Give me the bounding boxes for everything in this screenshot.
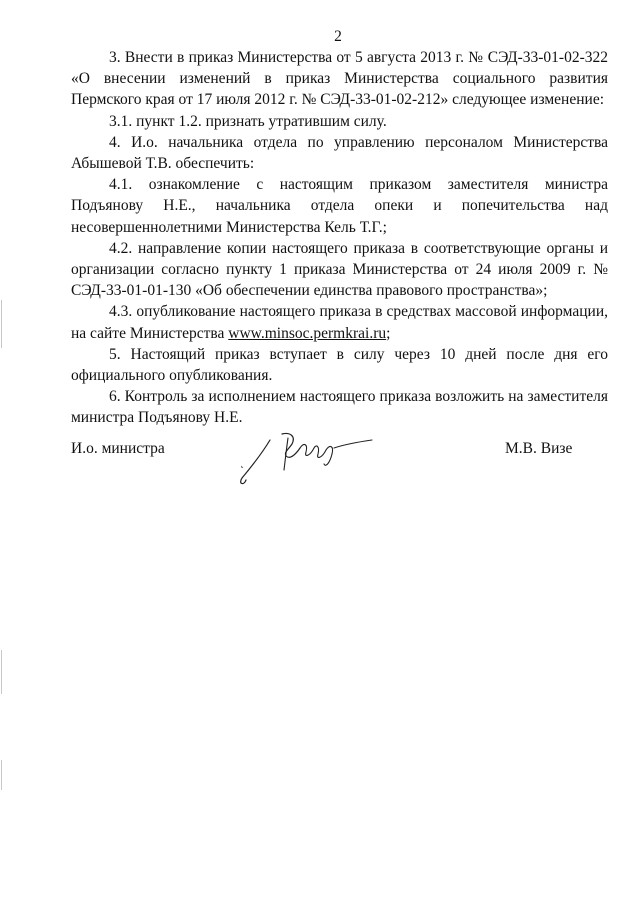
paragraph-3: 3. Внести в приказ Министерства от 5 августа 2013 г. № СЭД-33-01-02-322 «О внесении изменений в приказ Министерства социального развития Пермского края от 17 июля 2012 г. № СЭД-33-01-02-212» следующее изменение: (71, 49, 608, 109)
paragraph-4-3-end: ; (386, 324, 391, 342)
paragraph-4-2: 4.2. направление копии настоящего приказа в соответствующие органы и организации согласно пункту 1 приказа Министерства от 24 июля 2009 г. № СЭД-33-01-01-130 «Об обеспечении единства правового пространства»; (71, 239, 608, 300)
scan-edge-mark (1, 300, 2, 348)
scan-edge-mark (1, 650, 2, 694)
paragraph-5: 5. Настоящий приказ вступает в силу через 10 дней после дня его официального опубликования. (71, 345, 608, 385)
signatory-name: М.В. Визе (505, 440, 573, 457)
paragraph-6: 6. Контроль за исполнением настоящего приказа возложить на заместителя министра Подъянову Н.Е. (71, 388, 608, 427)
handwritten-signature (230, 418, 380, 493)
scan-edge-mark (1, 760, 2, 790)
paragraph-4-3 (71, 301, 608, 343)
ministry-website-link[interactable]: www.minsoc.permkrai.ru (228, 324, 387, 342)
page-number: 2 (334, 28, 342, 45)
paragraph-3-1: 3.1. пункт 1.2. признать утратившим силу. (109, 112, 387, 130)
paragraph-4: 4. И.о. начальника отдела по управлению персоналом Министерства Абышевой Т.В. обеспечить: (71, 133, 608, 173)
paragraph-4-1: 4.1. ознакомление с настоящим приказом заместителя министра Подъянову Н.Е., начальника отдела опеки и попечительства над несовершеннолетними Министерства Кель Т.Г.; (71, 176, 608, 236)
signatory-position: И.о. министра (71, 440, 165, 457)
document-body (71, 47, 608, 429)
paragraph-4-3-text: 4.3. опубликование настоящего приказа в средствах массовой информации, на сайте Министерства (71, 303, 608, 342)
